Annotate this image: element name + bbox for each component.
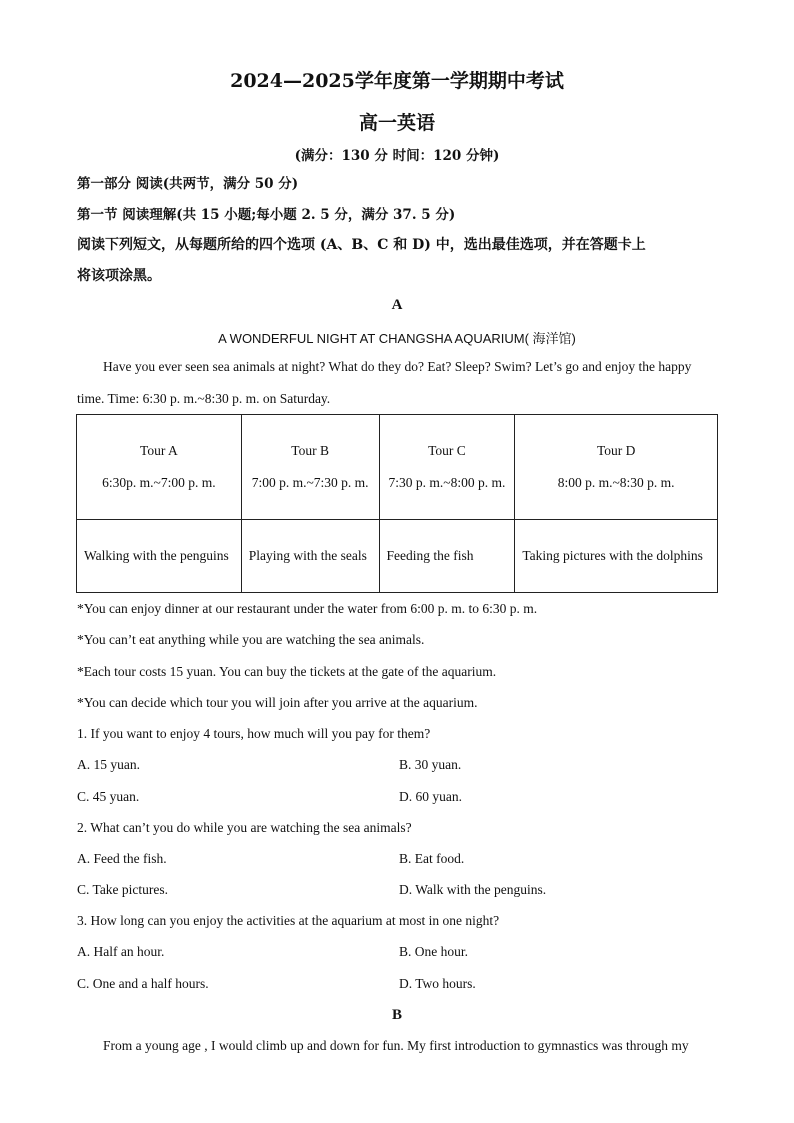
table-cell (515, 415, 718, 520)
option-d[interactable]: D. Two hours. (399, 976, 476, 991)
note-item: *You can enjoy dinner at our restaurant under the water from 6:00 p. m. to 6:30 p. m. (77, 601, 538, 616)
part-heading: 第一部分 阅读(共两节，满分 50 分) (77, 176, 299, 192)
table-row (77, 415, 718, 520)
table-cell (241, 415, 379, 520)
option-c[interactable]: C. 45 yuan. (77, 789, 140, 804)
tour-activity: Taking pictures with the dolphins (515, 520, 718, 593)
passage-a-label: A (391, 297, 403, 313)
option-c[interactable]: C. Take pictures. (77, 882, 169, 897)
tour-time: 8:00 p. m.~8:30 p. m. (557, 475, 675, 490)
option-b[interactable]: B. Eat food. (399, 851, 465, 866)
passage-a-intro-line-2: time. Time: 6:30 p. m.~8:30 p. m. on Saturday. (77, 391, 331, 406)
tour-activity: Playing with the seals (241, 520, 379, 593)
directions-line-1: 阅读下列短文，从每题所给的四个选项 (A、B、C 和 D) 中，选出最佳选项，并在答题卡上 (77, 237, 646, 253)
exam-info: (满分：130 分 时间：120 分钟) (294, 148, 500, 164)
tour-activity: Walking with the penguins (77, 520, 242, 593)
tour-name: Tour D (596, 443, 636, 458)
tour-schedule-table (76, 414, 718, 593)
table-row (77, 520, 718, 593)
tour-time: 6:30p. m.~7:00 p. m. (102, 475, 216, 490)
option-b[interactable]: B. 30 yuan. (399, 757, 462, 772)
tour-time: 7:00 p. m.~7:30 p. m. (251, 475, 369, 490)
option-d[interactable]: D. 60 yuan. (399, 789, 462, 804)
table-cell (379, 415, 515, 520)
note-item: *Each tour costs 15 yuan. You can buy the tickets at the gate of the aquarium. (77, 664, 497, 679)
passage-a-heading: A WONDERFUL NIGHT AT CHANGSHA AQUARIUM( 海洋馆) (218, 331, 576, 346)
question-stem: 3. How long can you enjoy the activities at the aquarium at most in one night? (77, 913, 500, 928)
option-c[interactable]: C. One and a half hours. (77, 976, 209, 991)
table-cell (77, 415, 242, 520)
directions-line-2: 将该项涂黑。 (77, 268, 161, 284)
tour-name: Tour B (291, 443, 329, 458)
tour-name: Tour C (428, 443, 466, 458)
question-stem: 1. If you want to enjoy 4 tours, how much will you pay for them? (77, 726, 431, 741)
passage-b-label: B (391, 1007, 402, 1023)
tour-activity: Feeding the fish (379, 520, 515, 593)
option-b[interactable]: B. One hour. (399, 944, 468, 959)
passage-a-intro-line-1: Have you ever seen sea animals at night? What do they do? Eat? Sleep? Swim? Let’s go and enjoy the happy (103, 359, 692, 374)
question-stem: 2. What can’t you do while you are watching the sea animals? (77, 820, 412, 835)
note-item: *You can decide which tour you will join after you arrive at the aquarium. (77, 695, 478, 710)
option-d[interactable]: D. Walk with the penguins. (399, 882, 547, 897)
option-a[interactable]: A. Feed the fish. (77, 851, 167, 866)
section-heading: 第一节 阅读理解(共 15 小题;每小题 2. 5 分，满分 37. 5 分) (77, 207, 456, 223)
passage-b-first-line: From a young age , I would climb up and down for fun. My first introduction to gymnastics was through my (103, 1038, 689, 1053)
exam-title: 2024—2025学年度第一学期期中考试 (230, 70, 564, 92)
option-a[interactable]: A. Half an hour. (77, 944, 165, 959)
note-item: *You can’t eat anything while you are watching the sea animals. (77, 632, 425, 647)
tour-name: Tour A (140, 443, 178, 458)
tour-time: 7:30 p. m.~8:00 p. m. (388, 475, 506, 490)
option-a[interactable]: A. 15 yuan. (77, 757, 140, 772)
exam-subject: 高一英语 (358, 112, 435, 134)
